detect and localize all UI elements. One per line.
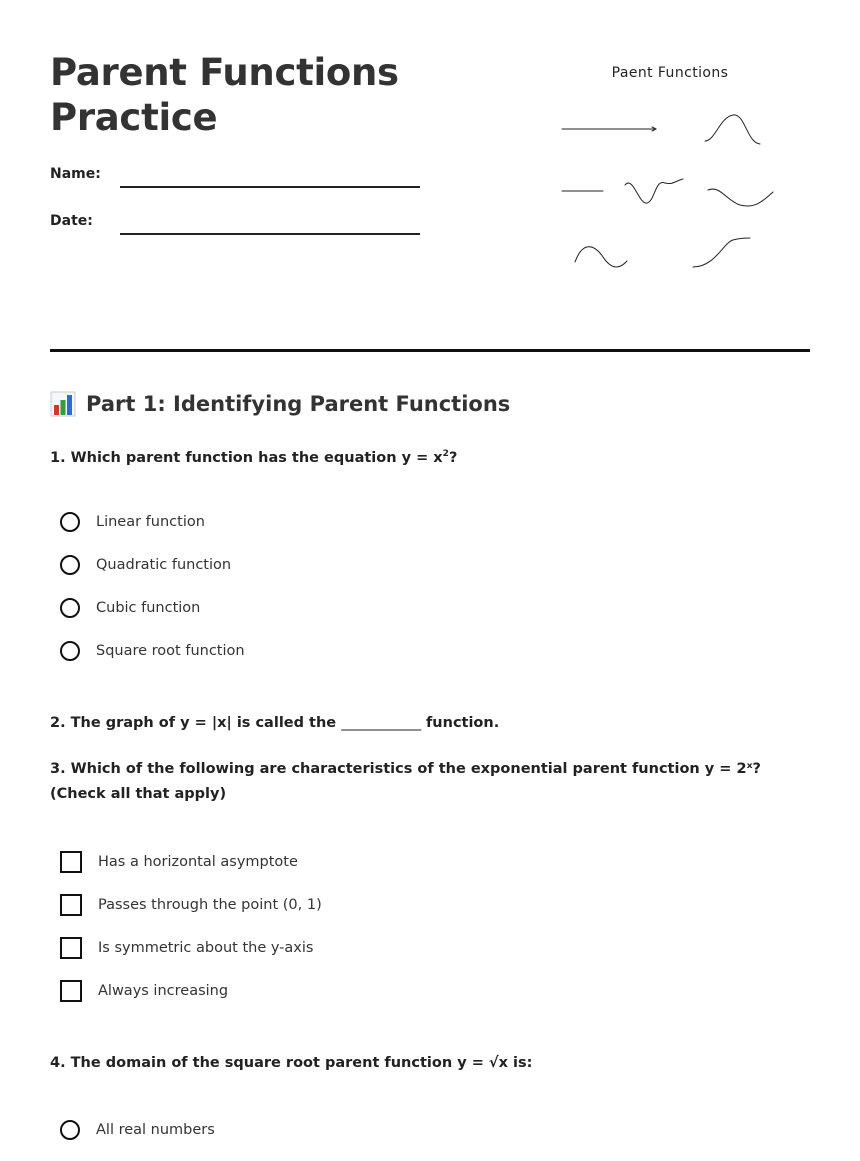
function-sketches bbox=[555, 55, 810, 295]
checkbox[interactable] bbox=[60, 894, 82, 916]
option-label: Passes through the point (0, 1) bbox=[98, 897, 322, 913]
section-divider bbox=[50, 349, 810, 352]
option-label: Is symmetric about the y-axis bbox=[98, 940, 314, 956]
q1-option-cubic[interactable] bbox=[60, 596, 200, 620]
figure-caption: Paent Functions bbox=[611, 65, 729, 81]
q1-option-square-root[interactable] bbox=[60, 639, 245, 663]
s-curve-sketch bbox=[693, 238, 750, 267]
option-label: Square root function bbox=[96, 643, 245, 659]
parent-functions-figure bbox=[555, 55, 810, 295]
title-line-2: Practice bbox=[50, 96, 218, 139]
q1-option-linear[interactable] bbox=[60, 510, 205, 534]
question-4: 4. The domain of the square root parent function y = √x is: bbox=[50, 1055, 533, 1071]
question-2-suffix: function. bbox=[420, 715, 500, 731]
date-label: Date: bbox=[50, 213, 93, 229]
question-3: 3. Which of the following are characteristics of the exponential parent function y = 2ˣ? (Check all that apply) bbox=[50, 761, 761, 802]
question-1 bbox=[50, 442, 810, 471]
option-label: Has a horizontal asymptote bbox=[98, 854, 298, 870]
q3-option-symmetric[interactable] bbox=[60, 936, 313, 960]
date-field[interactable] bbox=[120, 233, 420, 235]
part1-heading bbox=[50, 388, 510, 420]
checkbox[interactable] bbox=[60, 980, 82, 1002]
checkbox[interactable] bbox=[60, 937, 82, 959]
title-line-1: Parent Functions bbox=[50, 51, 399, 94]
checkbox[interactable] bbox=[60, 851, 82, 873]
page-title bbox=[50, 50, 399, 140]
radio-button[interactable] bbox=[60, 555, 80, 575]
question-1-suffix: ? bbox=[448, 449, 458, 466]
option-label: All real numbers bbox=[96, 1122, 215, 1138]
sine-wave-sketch bbox=[625, 179, 683, 203]
radio-button[interactable] bbox=[60, 598, 80, 618]
radio-button[interactable] bbox=[60, 1120, 80, 1140]
name-field[interactable] bbox=[120, 186, 420, 188]
dip-curve-sketch bbox=[708, 189, 773, 206]
question-2 bbox=[50, 711, 810, 736]
q1-option-quadratic[interactable] bbox=[60, 553, 231, 577]
bar-chart-icon bbox=[50, 391, 76, 417]
tilde-curve-sketch bbox=[575, 247, 627, 267]
q3-option-always-increasing[interactable] bbox=[60, 979, 228, 1003]
option-label: Linear function bbox=[96, 514, 205, 530]
q3-option-point-0-1[interactable] bbox=[60, 893, 322, 917]
option-label: Quadratic function bbox=[96, 557, 232, 573]
question-2-prefix: 2. The graph of y = |x| is called the bbox=[50, 715, 342, 731]
part1-title: Part 1: Identifying Parent Functions bbox=[86, 392, 511, 416]
radio-button[interactable] bbox=[60, 512, 80, 532]
bell-curve-sketch bbox=[705, 115, 760, 144]
q3-option-horizontal-asymptote[interactable] bbox=[60, 850, 298, 874]
option-label: Cubic function bbox=[96, 600, 201, 616]
name-label: Name: bbox=[50, 166, 101, 182]
question-2-blank[interactable]: ___________ bbox=[341, 715, 421, 731]
option-label: Always increasing bbox=[98, 983, 229, 999]
question-1-exponent: 2 bbox=[442, 449, 449, 459]
question-1-prefix: 1. Which parent function has the equation y = x bbox=[50, 449, 443, 466]
q4-option-all-real[interactable] bbox=[60, 1118, 215, 1142]
radio-button[interactable] bbox=[60, 641, 80, 661]
